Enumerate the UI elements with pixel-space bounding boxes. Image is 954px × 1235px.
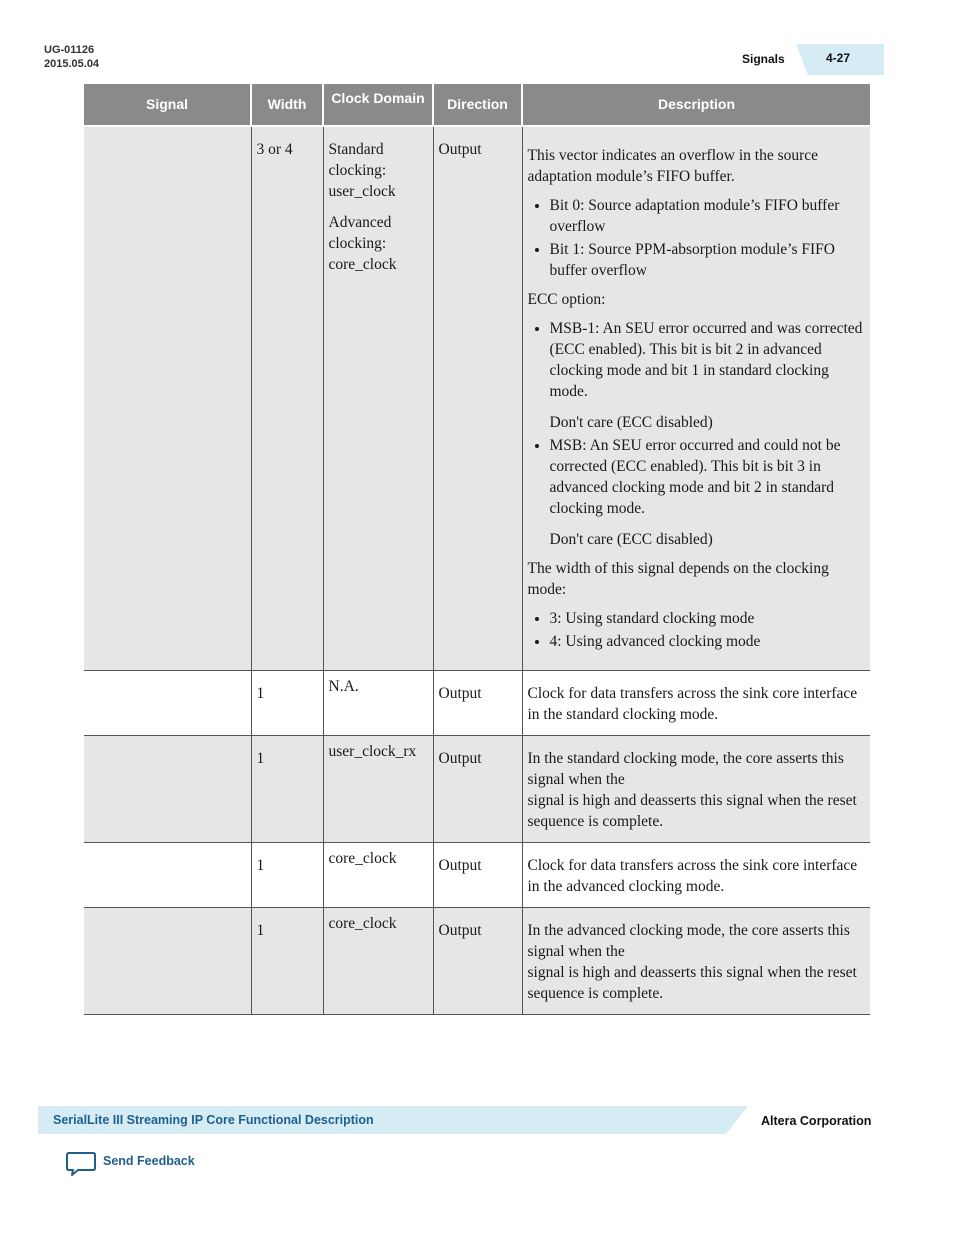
width-cell: 1 <box>251 843 323 908</box>
send-feedback-link[interactable]: Send Feedback <box>103 1154 195 1168</box>
ecc-msb1-note: Don't care (ECC disabled) <box>549 414 713 431</box>
document-date: 2015.05.04 <box>44 58 100 70</box>
list-item <box>550 435 866 550</box>
footer-company: Altera Corporation <box>761 1114 872 1128</box>
table-row <box>84 843 870 908</box>
description-line: signal is high and deasserts this signal when the reset sequence is complete. <box>527 792 857 830</box>
signal-cell <box>84 843 251 908</box>
width-cell: 3 or 4 <box>251 126 323 671</box>
signal-cell <box>84 736 251 843</box>
clock-domain-cell: core_clock <box>323 843 433 908</box>
clock-domain-advanced: Advanced clocking: core_clock <box>328 214 397 273</box>
width-cell: 1 <box>251 671 323 736</box>
page-number: 4-27 <box>826 51 851 65</box>
direction-cell: Output <box>433 843 522 908</box>
list-item <box>550 318 866 433</box>
clock-domain-cell: user_clock_rx <box>323 736 433 843</box>
list-item: • Bit 1: Source PPM-absorption module’s FIFO buffer overflow <box>550 239 866 281</box>
clock-domain-cell: N.A. <box>323 671 433 736</box>
description-intro: This vector indicates an overflow in the source adaptation module’s FIFO buffer. <box>527 147 819 185</box>
bit-list <box>528 195 866 281</box>
width-cell: 1 <box>251 908 323 1015</box>
clock-domain-cell: core_clock <box>323 908 433 1015</box>
clock-domain-cell <box>323 126 433 671</box>
column-header-description: Description <box>522 84 870 126</box>
column-header-width: Width <box>251 84 323 126</box>
table-row <box>84 908 870 1015</box>
ecc-msb1-text: MSB-1: An SEU error occurred and was corrected (ECC enabled). This bit is bit 2 in advanced clocking mode and bit 1 in standard clocking mode. <box>549 320 863 400</box>
section-title: Signals <box>742 52 785 66</box>
table-row <box>84 736 870 843</box>
list-item: • 3: Using standard clocking mode <box>550 608 866 629</box>
description-cell: Clock for data transfers across the sink core interface in the advanced clocking mode. <box>522 843 870 908</box>
ecc-msb-text: MSB: An SEU error occurred and could not be corrected (ECC enabled). This bit is bit 3 in advanced clocking mode and bit 2 in standard clocking mode. <box>549 437 841 517</box>
document-id <box>44 43 99 71</box>
signals-table <box>84 84 870 1015</box>
description-cell: Clock for data transfers across the sink core interface in the standard clocking mode. <box>522 671 870 736</box>
signal-cell <box>84 671 251 736</box>
document-number: UG-01126 <box>44 44 95 56</box>
ecc-label: ECC option: <box>527 291 606 308</box>
direction-cell: Output <box>433 671 522 736</box>
description-cell <box>522 908 870 1015</box>
direction-cell: Output <box>433 908 522 1015</box>
signal-cell <box>84 126 251 671</box>
speech-bubble-icon[interactable] <box>66 1151 96 1177</box>
list-item: • 4: Using advanced clocking mode <box>550 631 866 652</box>
column-header-clock-domain: Clock Domain <box>323 84 433 126</box>
table-row <box>84 671 870 736</box>
footer-chapter-link[interactable]: SerialLite III Streaming IP Core Functional Description <box>53 1113 374 1127</box>
width-note: The width of this signal depends on the clocking mode: <box>527 560 829 598</box>
ecc-list <box>528 318 866 550</box>
column-header-direction: Direction <box>433 84 522 126</box>
ecc-msb-note: Don't care (ECC disabled) <box>549 531 713 548</box>
width-cell: 1 <box>251 736 323 843</box>
table-row <box>84 126 870 671</box>
description-line: signal is high and deasserts this signal when the reset sequence is complete. <box>527 964 857 1002</box>
mode-list <box>528 608 866 652</box>
table-header-row <box>84 84 870 126</box>
direction-cell: Output <box>433 126 522 671</box>
description-line: In the standard clocking mode, the core asserts this signal when the <box>527 750 844 788</box>
signal-cell <box>84 908 251 1015</box>
clock-domain-standard: Standard clocking: user_clock <box>328 141 396 200</box>
description-cell <box>522 126 870 671</box>
direction-cell: Output <box>433 736 522 843</box>
list-item: • Bit 0: Source adaptation module’s FIFO buffer overflow <box>550 195 866 237</box>
column-header-signal: Signal <box>84 84 251 126</box>
description-line: In the advanced clocking mode, the core asserts this signal when the <box>527 922 850 960</box>
description-cell <box>522 736 870 843</box>
